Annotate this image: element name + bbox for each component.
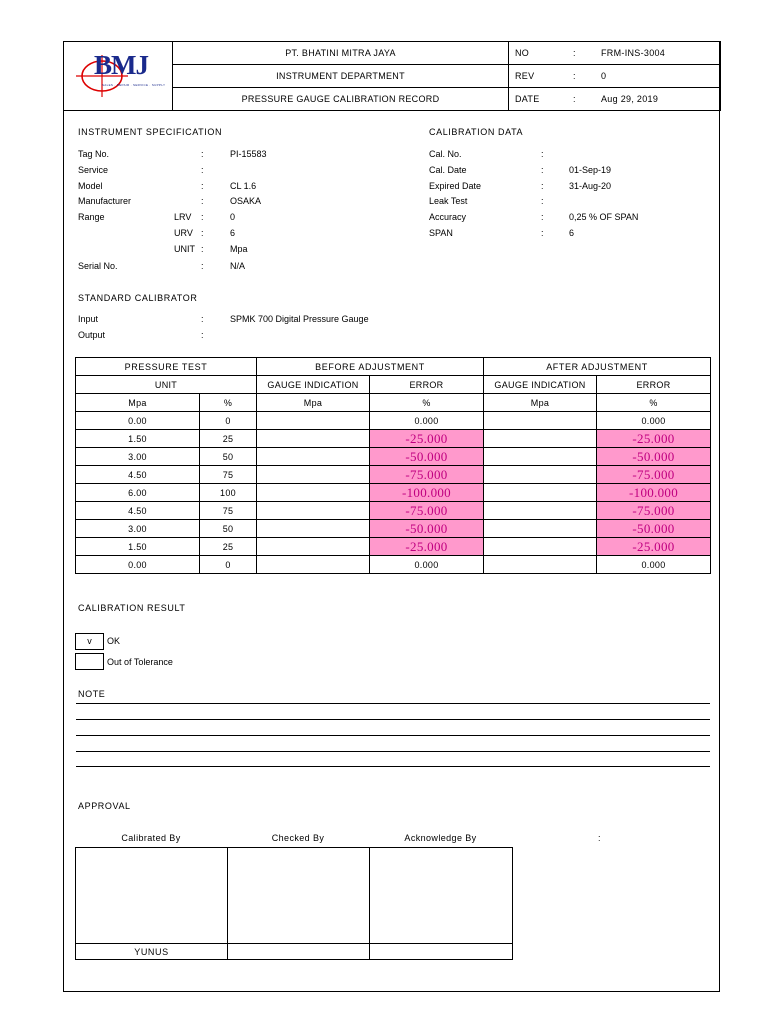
out-of-tolerance-checkbox[interactable] bbox=[75, 653, 104, 670]
before-error-cell: -50.000 bbox=[370, 448, 484, 466]
company-logo bbox=[64, 43, 173, 109]
before-gauge-cell bbox=[257, 412, 370, 430]
table-row bbox=[76, 538, 711, 556]
expired-date-label: Expired Date bbox=[429, 181, 482, 191]
company-name: PT. BHATINI MITRA JAYA bbox=[173, 42, 509, 65]
approval-extra-sep: : bbox=[598, 833, 601, 843]
mpa-cell: 0.00 bbox=[76, 412, 200, 430]
percent-cell: 50 bbox=[200, 448, 257, 466]
note-line[interactable] bbox=[76, 719, 710, 720]
after-error-header: ERROR bbox=[597, 376, 711, 394]
pressure-test-header: PRESSURE TEST bbox=[76, 358, 257, 376]
mpa-cell: 3.00 bbox=[76, 520, 200, 538]
percent-cell: 25 bbox=[200, 430, 257, 448]
calibrated-by-label: Calibrated By bbox=[121, 833, 181, 843]
ok-check-mark: v bbox=[87, 636, 92, 646]
meta-rev-label: REV bbox=[515, 71, 535, 81]
accuracy-label: Accuracy bbox=[429, 212, 467, 222]
cal-no-sep: : bbox=[541, 149, 544, 159]
meta-no-value: FRM-INS-3004 bbox=[601, 48, 666, 58]
before-error-cell: -25.000 bbox=[370, 430, 484, 448]
span-label: SPAN bbox=[429, 228, 453, 238]
serial-label: Serial No. bbox=[78, 261, 118, 271]
meta-no-sep: : bbox=[573, 48, 576, 58]
input-label: Input bbox=[78, 314, 99, 324]
meta-date bbox=[509, 88, 721, 111]
before-gauge-cell bbox=[257, 556, 370, 574]
before-gauge-cell bbox=[257, 502, 370, 520]
checked-by-name bbox=[228, 944, 370, 960]
before-gauge-cell bbox=[257, 430, 370, 448]
meta-date-value: Aug 29, 2019 bbox=[601, 94, 659, 104]
after-error-unit-header: % bbox=[597, 394, 711, 412]
mpa-unit-header: Mpa bbox=[76, 394, 200, 412]
cal-date-label: Cal. Date bbox=[429, 165, 467, 175]
after-adjustment-header: AFTER ADJUSTMENT bbox=[484, 358, 711, 376]
after-error-cell: 0.000 bbox=[597, 556, 711, 574]
mpa-cell: 4.50 bbox=[76, 502, 200, 520]
percent-unit-header: % bbox=[200, 394, 257, 412]
before-gauge-cell bbox=[257, 538, 370, 556]
tag-label: Tag No. bbox=[78, 149, 110, 159]
before-gauge-cell bbox=[257, 520, 370, 538]
calibration-data-title: CALIBRATION DATA bbox=[429, 127, 524, 137]
ok-label: OK bbox=[107, 636, 121, 646]
cal-date-value: 01-Sep-19 bbox=[569, 165, 612, 175]
urv-sep: : bbox=[201, 228, 204, 238]
meta-rev-sep: : bbox=[573, 71, 576, 81]
after-gauge-cell bbox=[484, 448, 597, 466]
acknowledge-by-label: Acknowledge By bbox=[404, 833, 477, 843]
lrv-value: 0 bbox=[230, 212, 236, 222]
instrument-spec-title: INSTRUMENT SPECIFICATION bbox=[78, 127, 223, 137]
acknowledge-by-signature[interactable] bbox=[370, 848, 513, 944]
before-error-cell: -50.000 bbox=[370, 520, 484, 538]
range-label: Range bbox=[78, 212, 105, 222]
before-error-cell: -75.000 bbox=[370, 466, 484, 484]
span-sep: : bbox=[541, 228, 544, 238]
after-error-cell: -25.000 bbox=[597, 430, 711, 448]
urv-value: 6 bbox=[230, 228, 236, 238]
span-value: 6 bbox=[569, 228, 575, 238]
unit-header: UNIT bbox=[76, 376, 257, 394]
mpa-cell: 1.50 bbox=[76, 538, 200, 556]
accuracy-sep: : bbox=[541, 212, 544, 222]
checked-by-label: Checked By bbox=[271, 833, 325, 843]
after-gauge-cell bbox=[484, 538, 597, 556]
percent-cell: 25 bbox=[200, 538, 257, 556]
manufacturer-value: OSAKA bbox=[230, 196, 262, 206]
logo-tagline: SALES · REPAIR · SERVICE · SUPPLY bbox=[102, 83, 166, 87]
after-gauge-unit-header: Mpa bbox=[484, 394, 597, 412]
before-gauge-unit-header: Mpa bbox=[257, 394, 370, 412]
meta-date-label: DATE bbox=[515, 94, 540, 104]
out-of-tolerance-label: Out of Tolerance bbox=[107, 657, 173, 667]
before-gauge-cell bbox=[257, 448, 370, 466]
calibrated-by-signature[interactable] bbox=[76, 848, 228, 944]
calibration-table bbox=[75, 357, 711, 574]
logo-text: BMJ bbox=[94, 50, 148, 80]
before-error-header: ERROR bbox=[370, 376, 484, 394]
leak-test-label: Leak Test bbox=[429, 196, 468, 206]
after-error-cell: -50.000 bbox=[597, 520, 711, 538]
table-row bbox=[76, 466, 711, 484]
department-name: INSTRUMENT DEPARTMENT bbox=[173, 65, 509, 88]
expired-date-value: 31-Aug-20 bbox=[569, 181, 612, 191]
after-error-cell: 0.000 bbox=[597, 412, 711, 430]
before-gauge-cell bbox=[257, 466, 370, 484]
lrv-sep: : bbox=[201, 212, 204, 222]
manufacturer-label: Manufacturer bbox=[78, 196, 132, 206]
table-row bbox=[76, 412, 711, 430]
meta-no bbox=[509, 42, 721, 65]
meta-no-label: NO bbox=[515, 48, 530, 58]
before-error-unit-header: % bbox=[370, 394, 484, 412]
mpa-cell: 0.00 bbox=[76, 556, 200, 574]
tag-value: PI-15583 bbox=[230, 149, 267, 159]
percent-cell: 100 bbox=[200, 484, 257, 502]
mpa-cell: 1.50 bbox=[76, 430, 200, 448]
approval-title: APPROVAL bbox=[78, 801, 131, 811]
note-line[interactable] bbox=[76, 766, 710, 767]
before-error-cell: -75.000 bbox=[370, 502, 484, 520]
model-value: CL 1.6 bbox=[230, 181, 257, 191]
percent-cell: 0 bbox=[200, 556, 257, 574]
input-sep: : bbox=[201, 314, 204, 324]
after-gauge-indication-header: GAUGE INDICATION bbox=[484, 376, 597, 394]
output-label: Output bbox=[78, 330, 106, 340]
after-error-cell: -75.000 bbox=[597, 502, 711, 520]
after-error-cell: -50.000 bbox=[597, 448, 711, 466]
ok-checkbox[interactable] bbox=[75, 633, 104, 650]
note-line[interactable] bbox=[76, 735, 710, 736]
before-error-cell: -25.000 bbox=[370, 538, 484, 556]
table-row bbox=[76, 448, 711, 466]
percent-cell: 75 bbox=[200, 502, 257, 520]
service-sep: : bbox=[201, 165, 204, 175]
percent-cell: 50 bbox=[200, 520, 257, 538]
calibrated-by-name: YUNUS bbox=[76, 944, 228, 960]
calibration-rows bbox=[76, 412, 711, 574]
logo-cell bbox=[64, 42, 173, 111]
standard-calibrator-title: STANDARD CALIBRATOR bbox=[78, 293, 198, 303]
note-line[interactable] bbox=[76, 703, 710, 704]
before-gauge-indication-header: GAUGE INDICATION bbox=[257, 376, 370, 394]
before-adjustment-header: BEFORE ADJUSTMENT bbox=[257, 358, 484, 376]
after-error-cell: -100.000 bbox=[597, 484, 711, 502]
record-title: PRESSURE GAUGE CALIBRATION RECORD bbox=[173, 88, 509, 111]
manufacturer-sep: : bbox=[201, 196, 204, 206]
percent-cell: 75 bbox=[200, 466, 257, 484]
input-value: SPMK 700 Digital Pressure Gauge bbox=[230, 314, 369, 324]
serial-value: N/A bbox=[230, 261, 246, 271]
model-label: Model bbox=[78, 181, 103, 191]
before-error-cell: -100.000 bbox=[370, 484, 484, 502]
after-error-cell: -75.000 bbox=[597, 466, 711, 484]
after-gauge-cell bbox=[484, 484, 597, 502]
cal-date-sep: : bbox=[541, 165, 544, 175]
before-error-cell: 0.000 bbox=[370, 556, 484, 574]
table-row bbox=[76, 520, 711, 538]
calibration-result-title: CALIBRATION RESULT bbox=[78, 603, 186, 613]
meta-rev bbox=[509, 65, 721, 88]
accuracy-value: 0,25 % OF SPAN bbox=[569, 212, 639, 222]
note-line[interactable] bbox=[76, 751, 710, 752]
unit-sep: : bbox=[201, 244, 204, 254]
table-row bbox=[76, 556, 711, 574]
before-gauge-cell bbox=[257, 484, 370, 502]
before-error-cell: 0.000 bbox=[370, 412, 484, 430]
table-row bbox=[76, 502, 711, 520]
checked-by-signature[interactable] bbox=[228, 848, 370, 944]
approval-table bbox=[75, 847, 513, 960]
after-gauge-cell bbox=[484, 520, 597, 538]
unit-label: UNIT bbox=[174, 244, 195, 254]
after-gauge-cell bbox=[484, 502, 597, 520]
serial-sep: : bbox=[201, 261, 204, 271]
lrv-label: LRV bbox=[174, 212, 192, 222]
unit-value: Mpa bbox=[230, 244, 248, 254]
percent-cell: 0 bbox=[200, 412, 257, 430]
urv-label: URV bbox=[174, 228, 193, 238]
note-title: NOTE bbox=[78, 689, 106, 699]
mpa-cell: 4.50 bbox=[76, 466, 200, 484]
after-gauge-cell bbox=[484, 466, 597, 484]
tag-sep: : bbox=[201, 149, 204, 159]
mpa-cell: 6.00 bbox=[76, 484, 200, 502]
form-header bbox=[63, 41, 721, 111]
model-sep: : bbox=[201, 181, 204, 191]
cal-no-label: Cal. No. bbox=[429, 149, 462, 159]
acknowledge-by-name bbox=[370, 944, 513, 960]
service-label: Service bbox=[78, 165, 109, 175]
table-row bbox=[76, 484, 711, 502]
after-error-cell: -25.000 bbox=[597, 538, 711, 556]
after-gauge-cell bbox=[484, 430, 597, 448]
table-row bbox=[76, 430, 711, 448]
mpa-cell: 3.00 bbox=[76, 448, 200, 466]
meta-rev-value: 0 bbox=[601, 71, 607, 81]
after-gauge-cell bbox=[484, 412, 597, 430]
after-gauge-cell bbox=[484, 556, 597, 574]
expired-date-sep: : bbox=[541, 181, 544, 191]
leak-test-sep: : bbox=[541, 196, 544, 206]
meta-date-sep: : bbox=[573, 94, 576, 104]
output-sep: : bbox=[201, 330, 204, 340]
